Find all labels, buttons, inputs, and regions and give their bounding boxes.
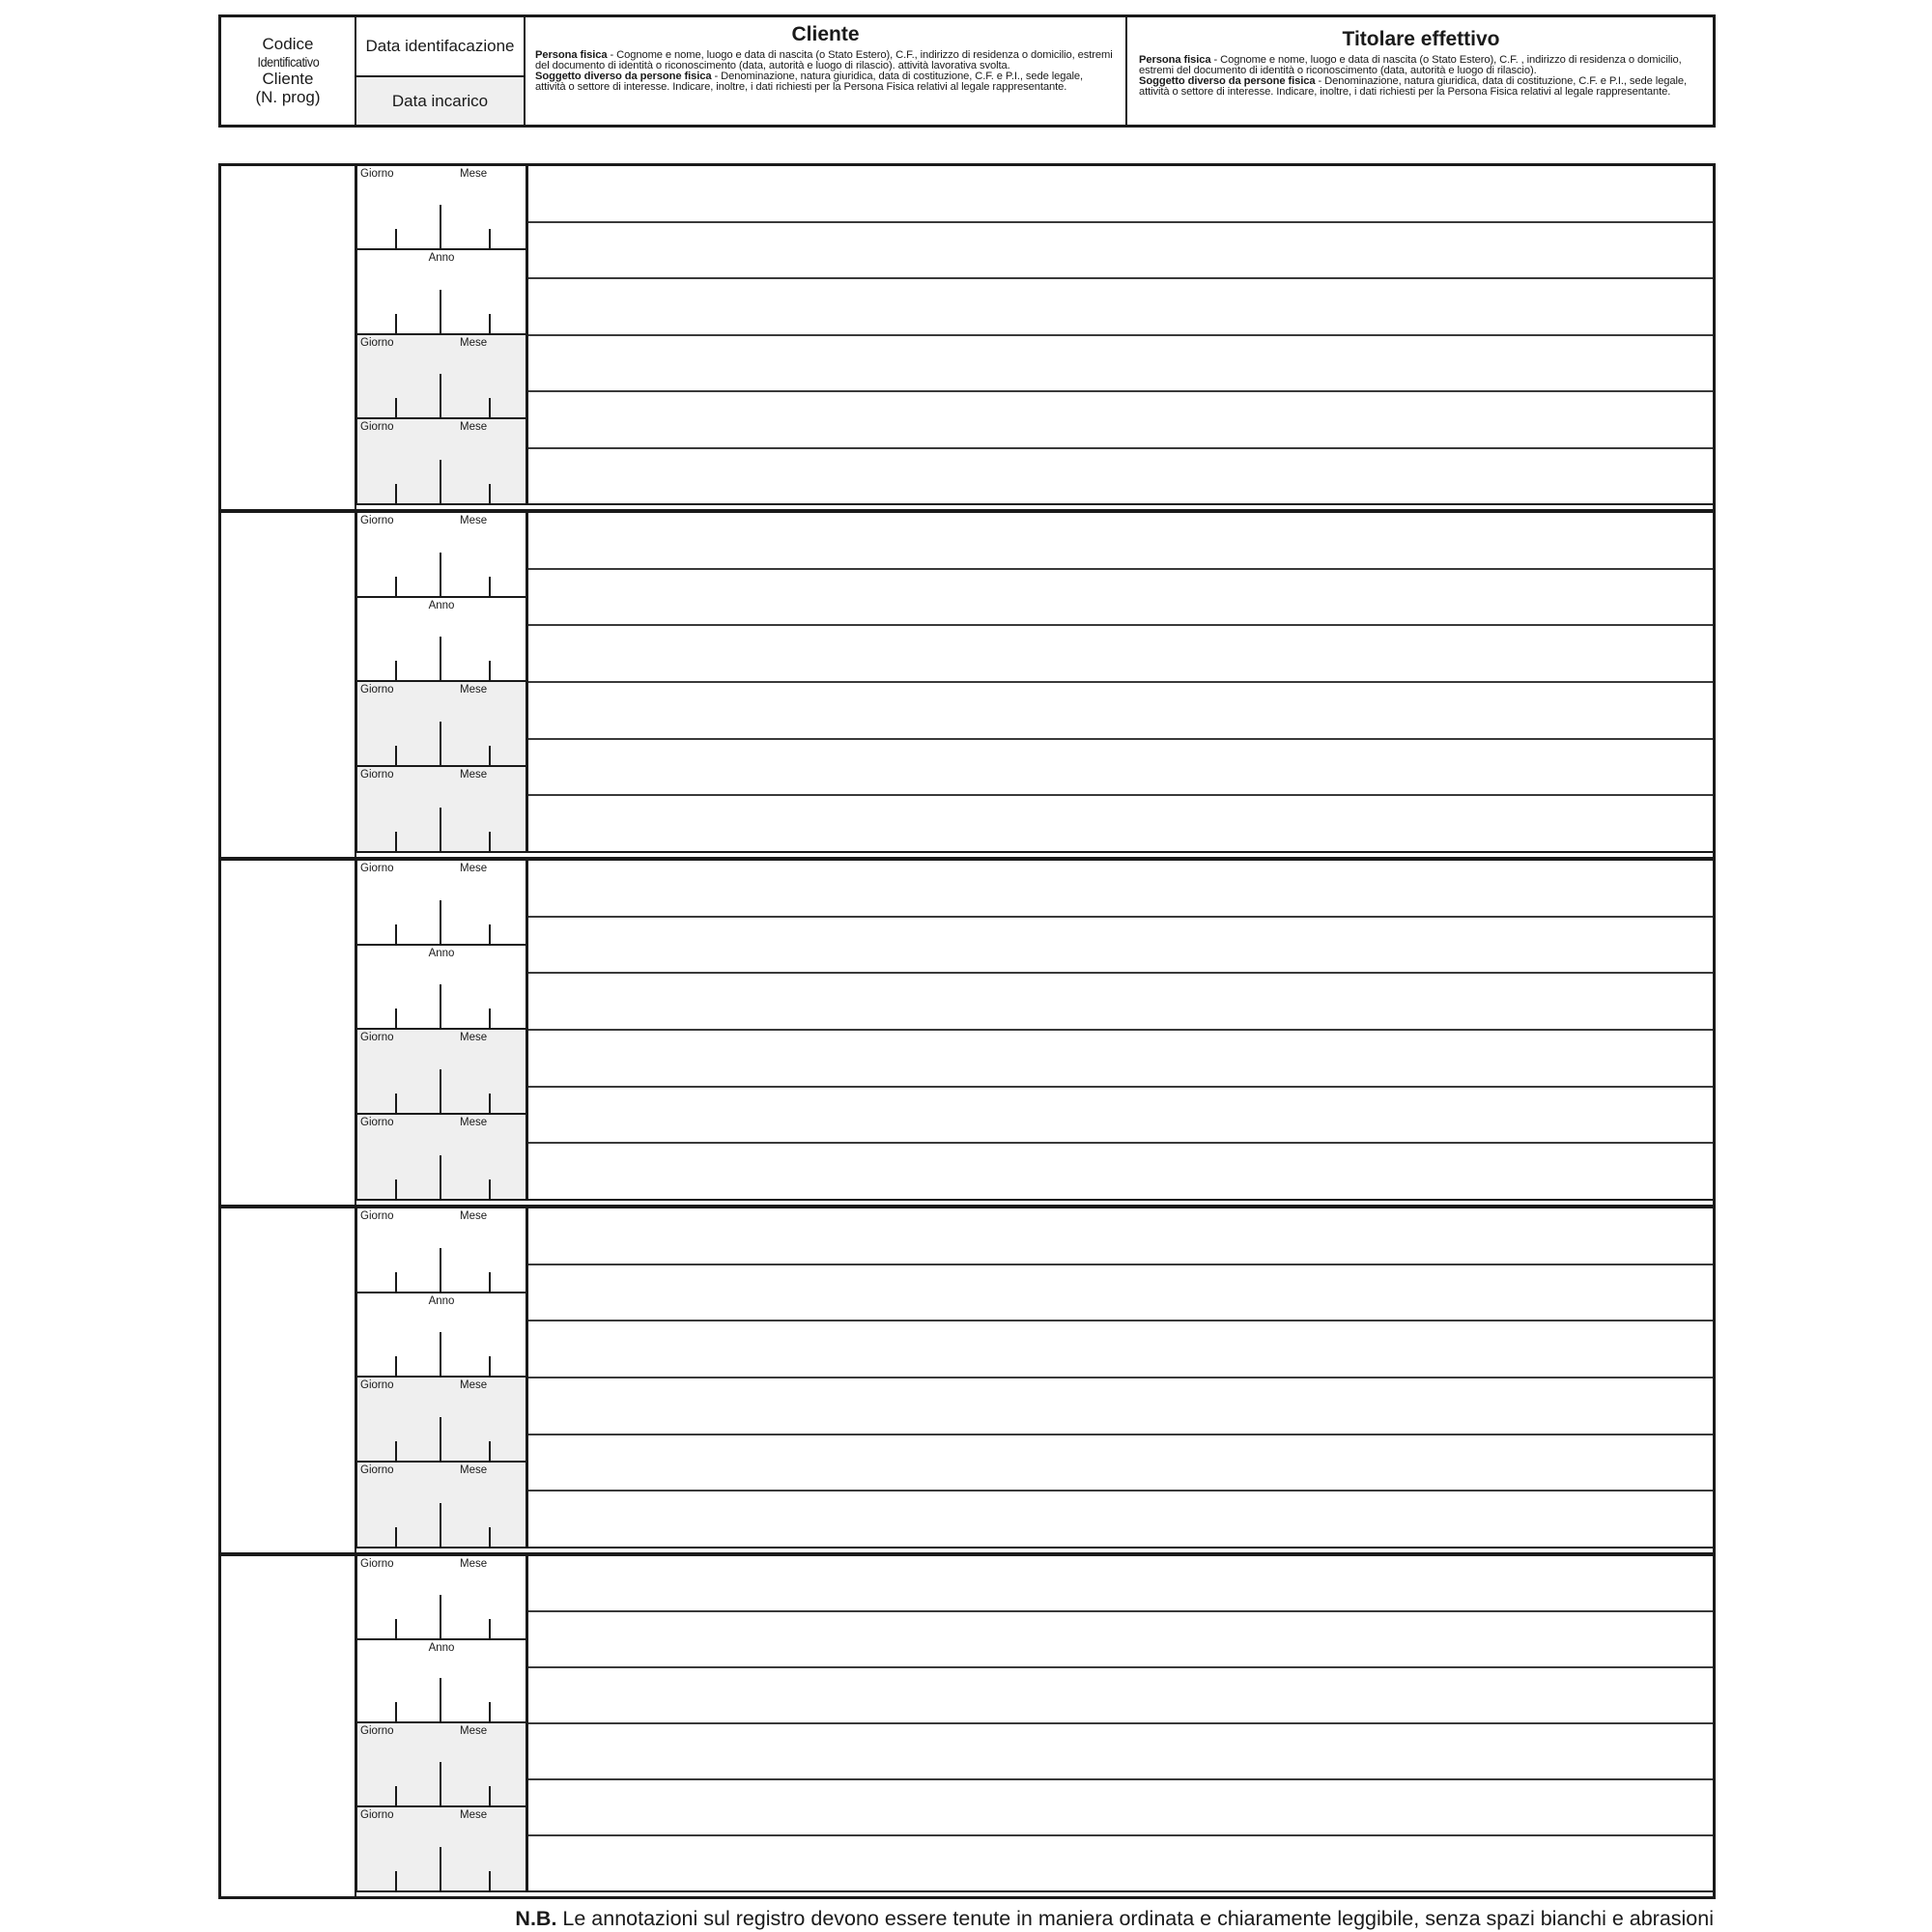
writing-line[interactable] [528,1492,1713,1548]
digit-separator-tick [489,229,491,248]
year-label: Anno [428,1294,455,1307]
identification-year-field[interactable] [357,250,526,334]
digit-separator-tick [489,1619,491,1638]
digit-separator-tick [395,1527,397,1547]
writing-line[interactable] [528,392,1713,449]
day-month-divider-tick [440,1503,441,1547]
writing-line[interactable] [528,683,1713,740]
assignment-day-month-field-2[interactable] [357,1115,526,1200]
cliente-title: Cliente [791,23,860,45]
writing-line[interactable] [528,1031,1713,1088]
footer-nb-text: Le annotazioni sul registro devono essere tenute in maniera ordinata e chiaramente leggibile, senza spazi bianchi e abrasioni [556,1907,1714,1930]
digit-separator-tick [489,1871,491,1890]
identification-day-month-field[interactable] [357,1556,526,1640]
assignment-day-month-field[interactable] [357,682,526,767]
month-label: Mese [460,1463,488,1476]
titolare-title: Titolare effettivo [1342,28,1500,50]
cliente-sd-text: - Denominazione, natura giuridica, data di costituzione, C.F. e P.I., sede legale, attività o settore di interesse. Indicare, inoltre, i dati richiesti per la Persona Fisica relativi al legale rappresentante. [535,71,1084,93]
writing-line[interactable] [528,861,1713,918]
assignment-day-month-field[interactable] [357,1378,526,1463]
identification-day-month-field[interactable] [357,513,526,598]
writing-line[interactable] [528,1378,1713,1435]
writing-line[interactable] [528,1435,1713,1492]
digit-separator-tick [489,924,491,944]
entry-writing-lines [528,861,1713,1201]
digit-separator-tick [395,1702,397,1721]
digit-separator-tick [395,1786,397,1805]
header-assignment-date: Data incarico [356,77,524,125]
assignment-day-month-field[interactable] [357,335,526,419]
cliente-description [535,50,1116,93]
entry-writing-lines [528,1208,1713,1548]
client-entry-block [221,166,1713,509]
digit-separator-tick [489,1179,491,1199]
digit-separator-tick [395,1871,397,1890]
header-code-line3: Cliente [262,69,314,88]
month-label: Mese [460,768,488,781]
identification-year-field[interactable] [357,598,526,683]
month-label: Mese [460,863,488,874]
day-month-divider-tick [440,1248,441,1292]
header-client-code [221,17,356,125]
cliente-pf-text: - Cognome e nome, luogo e data di nascita (o Stato Estero), C.F., indirizzo di residenza o domicilio, estremi del documento di identità o riconoscimento (data, autorità e luogo di rilascio). attività lavorativa svolta. [535,49,1113,71]
month-label: Mese [460,1379,488,1391]
day-label: Giorno [360,1463,394,1476]
day-month-divider-tick [440,1847,441,1890]
digit-separator-tick [489,1272,491,1292]
entry-writing-lines [528,1556,1713,1892]
day-month-divider-tick [440,1069,441,1113]
writing-line[interactable] [528,626,1713,683]
day-label: Giorno [360,1116,394,1128]
identification-year-field[interactable] [357,946,526,1031]
month-label: Mese [460,1116,488,1128]
digit-separator-tick [489,398,491,417]
day-label: Giorno [360,168,394,180]
day-month-divider-tick [440,722,441,765]
footer-note [515,1907,1714,1931]
writing-line[interactable] [528,513,1713,570]
digit-separator-tick [489,484,491,503]
register-body [218,163,1716,1899]
year-divider-tick [440,1678,441,1721]
digit-separator-tick [489,1702,491,1721]
year-label: Anno [428,599,455,611]
digit-separator-tick [395,1619,397,1638]
day-label: Giorno [360,1032,394,1043]
titolare-sd-text: - Denominazione, natura giuridica, data di costituzione, C.F. e P.I., sede legale, attività o settore di interesse. Indicare, inoltre, i dati richiesti per la Persona Fisica relativi al legale rappresentante. [1139,75,1688,98]
year-label: Anno [428,252,455,265]
writing-line[interactable] [528,279,1713,336]
month-label: Mese [460,515,488,526]
day-label: Giorno [360,336,394,349]
day-month-divider-tick [440,1762,441,1805]
date-column [356,513,528,853]
writing-line[interactable] [528,223,1713,280]
header-dates [356,17,526,125]
digit-separator-tick [395,1441,397,1461]
day-label: Giorno [360,1210,394,1222]
writing-line[interactable] [528,1724,1713,1780]
day-month-divider-tick [440,1595,441,1638]
digit-separator-tick [489,832,491,851]
writing-line[interactable] [528,1836,1713,1892]
writing-line[interactable] [528,1612,1713,1668]
day-month-divider-tick [440,374,441,417]
client-code-field[interactable] [221,861,356,1205]
digit-separator-tick [395,229,397,248]
client-code-field[interactable] [221,513,356,857]
month-label: Mese [460,1558,488,1570]
day-label: Giorno [360,1379,394,1391]
assignment-day-month-field-2[interactable] [357,1463,526,1548]
year-divider-tick [440,637,441,680]
writing-line[interactable] [528,974,1713,1031]
year-divider-tick [440,290,441,333]
day-label: Giorno [360,1725,394,1737]
titolare-description [1139,55,1703,98]
month-label: Mese [460,1210,488,1222]
writing-line[interactable] [528,1208,1713,1265]
footer-nb-label: N.B. [515,1907,557,1930]
month-label: Mese [460,1725,488,1737]
date-column [356,861,528,1201]
writing-line[interactable] [528,1088,1713,1145]
header-cliente [526,17,1127,125]
client-code-field[interactable] [221,1556,356,1896]
digit-separator-tick [489,577,491,596]
identification-year-field[interactable] [357,1640,526,1724]
identification-day-month-field[interactable] [357,166,526,250]
digit-separator-tick [489,1356,491,1376]
digit-separator-tick [395,661,397,680]
titolare-pf-text: - Cognome e nome, luogo e data di nascita (o Stato Estero), C.F. , indirizzo di residenza o domicilio, estremi del documento di identità o riconoscimento (data, autorità e luogo di rilascio). [1139,54,1682,76]
day-label: Giorno [360,684,394,696]
identification-day-month-field[interactable] [357,861,526,946]
digit-separator-tick [395,1179,397,1199]
digit-separator-tick [395,577,397,596]
header-code-line4: (N. prog) [255,88,321,107]
day-month-divider-tick [440,460,441,503]
day-label: Giorno [360,863,394,874]
writing-line[interactable] [528,1265,1713,1322]
writing-line[interactable] [528,1144,1713,1201]
month-label: Mese [460,336,488,349]
writing-line[interactable] [528,570,1713,627]
day-month-divider-tick [440,808,441,851]
digit-separator-tick [489,746,491,765]
date-column [356,1556,528,1892]
client-entry-block [221,1205,1713,1552]
year-divider-tick [440,1332,441,1376]
header-code-line2: Identificativo [257,53,319,70]
digit-separator-tick [489,1786,491,1805]
month-label: Mese [460,684,488,696]
digit-separator-tick [489,1094,491,1113]
client-code-field[interactable] [221,1208,356,1552]
assignment-day-month-field-2[interactable] [357,1807,526,1891]
header-code-line1: Codice [262,35,314,54]
digit-separator-tick [489,314,491,333]
writing-line[interactable] [528,336,1713,393]
entry-writing-lines [528,166,1713,505]
identification-day-month-field[interactable] [357,1208,526,1293]
year-label: Anno [428,947,455,959]
titolare-sd-label: Soggetto diverso da persone fisica [1139,75,1316,87]
year-divider-tick [440,984,441,1028]
digit-separator-tick [395,314,397,333]
writing-line[interactable] [528,740,1713,797]
digit-separator-tick [395,1272,397,1292]
day-month-divider-tick [440,553,441,596]
date-column [356,166,528,505]
day-label: Giorno [360,768,394,781]
digit-separator-tick [395,1009,397,1028]
digit-separator-tick [395,924,397,944]
digit-separator-tick [395,484,397,503]
assignment-day-month-field[interactable] [357,1030,526,1115]
digit-separator-tick [395,1094,397,1113]
day-month-divider-tick [440,1417,441,1461]
assignment-day-month-field-2[interactable] [357,767,526,852]
writing-line[interactable] [528,918,1713,975]
header-identification-date: Data identifacazione [356,17,524,77]
cliente-pf-label: Persona fisica [535,49,608,61]
digit-separator-tick [489,1441,491,1461]
month-label: Mese [460,420,488,433]
day-month-divider-tick [440,900,441,944]
month-label: Mese [460,168,488,180]
writing-line[interactable] [528,449,1713,506]
day-label: Giorno [360,1558,394,1570]
day-label: Giorno [360,420,394,433]
identification-year-field[interactable] [357,1293,526,1378]
writing-line[interactable] [528,1556,1713,1612]
digit-separator-tick [489,1009,491,1028]
digit-separator-tick [489,661,491,680]
client-entry-block [221,1552,1713,1896]
writing-line[interactable] [528,1780,1713,1836]
digit-separator-tick [395,832,397,851]
writing-line[interactable] [528,166,1713,223]
digit-separator-tick [395,398,397,417]
client-entry-block [221,509,1713,857]
month-label: Mese [460,1808,488,1821]
writing-line[interactable] [528,1321,1713,1378]
day-month-divider-tick [440,1155,441,1199]
month-label: Mese [460,1032,488,1043]
assignment-day-month-field-2[interactable] [357,419,526,503]
register-header [218,14,1716,128]
client-code-field[interactable] [221,166,356,509]
digit-separator-tick [395,1356,397,1376]
writing-line[interactable] [528,796,1713,853]
writing-line[interactable] [528,1668,1713,1724]
header-titolare-effettivo [1127,17,1713,125]
titolare-pf-label: Persona fisica [1139,54,1211,66]
day-label: Giorno [360,1808,394,1821]
day-month-divider-tick [440,205,441,248]
assignment-day-month-field[interactable] [357,1723,526,1807]
year-label: Anno [428,1641,455,1654]
digit-separator-tick [489,1527,491,1547]
client-entry-block [221,857,1713,1205]
digit-separator-tick [395,746,397,765]
cliente-sd-label: Soggetto diverso da persone fisica [535,71,712,82]
entry-writing-lines [528,513,1713,853]
day-label: Giorno [360,515,394,526]
date-column [356,1208,528,1548]
